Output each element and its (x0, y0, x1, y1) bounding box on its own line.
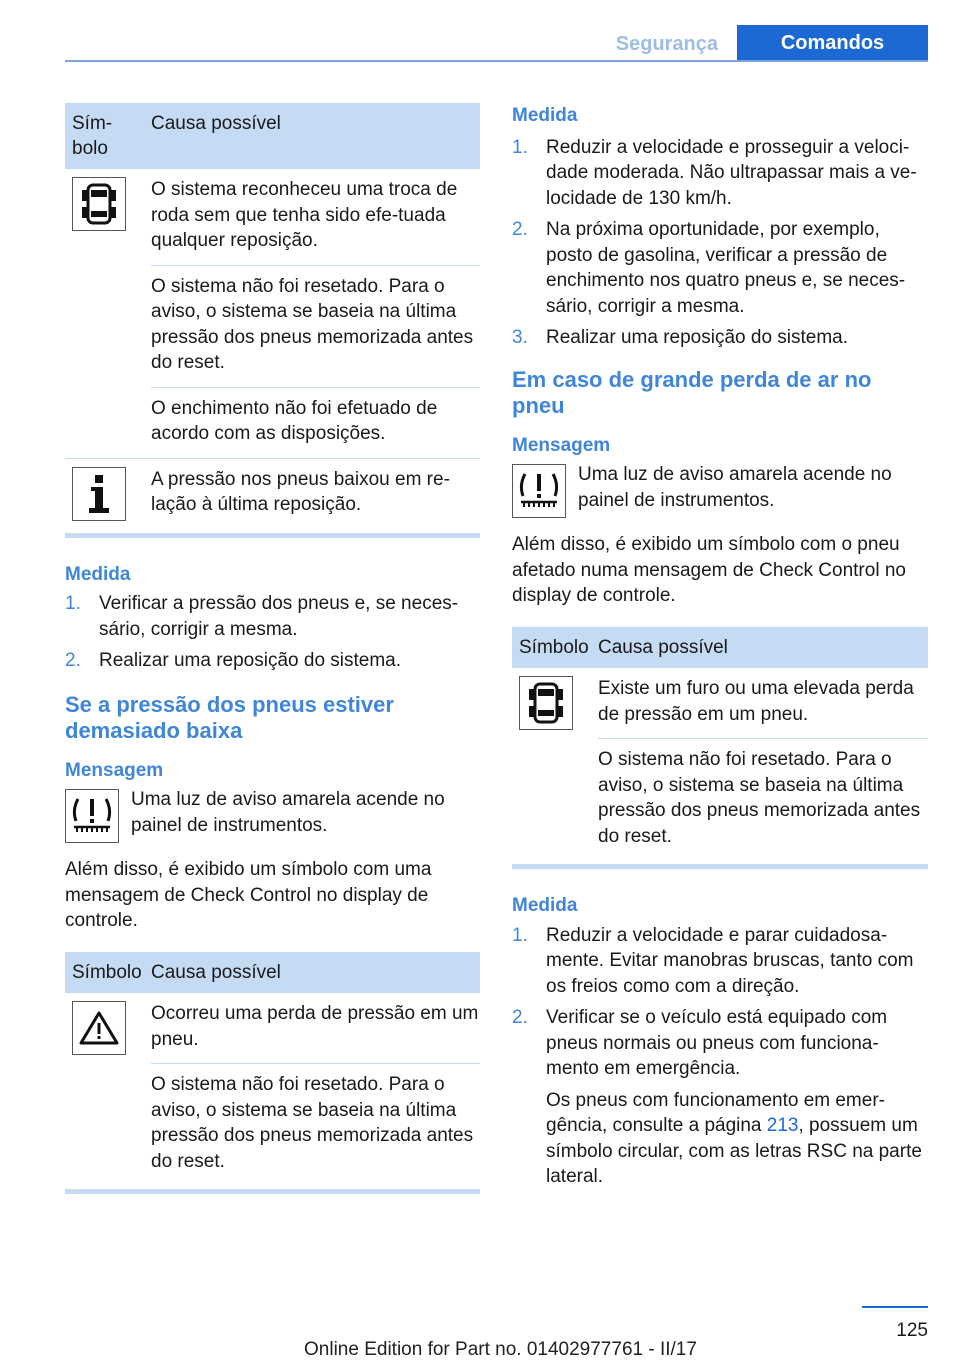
col-symbol-header: Símbolo (519, 636, 589, 658)
warning-triangle-icon (72, 1001, 126, 1055)
info-icon (72, 467, 126, 521)
step-text: Realizar uma reposição do sistema. (99, 650, 402, 671)
symbol-cell (65, 993, 151, 1185)
list-item (65, 591, 480, 642)
paragraph: Além disso, é exibido um símbolo com o pneu afetado numa mensagem de Check Control no display de controle. (512, 534, 906, 606)
list-item (512, 1005, 928, 1190)
col-cause-header: Causa possível (151, 961, 281, 983)
table-end-rule (65, 1189, 480, 1194)
header-rule (65, 60, 928, 62)
col-cause-header: Causa possível (598, 636, 728, 658)
section-heading: Se a pressão dos pneus estiver demasiado baixa (65, 691, 394, 743)
step-number: 2. (512, 1007, 528, 1028)
cause-cell (151, 169, 480, 458)
measure-steps (512, 135, 928, 351)
step-text: Realizar uma reposição do sistema. (546, 327, 849, 348)
table-row (512, 668, 928, 860)
section-heading: Em caso de grande perda de ar no pneu (512, 366, 872, 418)
tire-pressure-warning-icon (65, 789, 119, 843)
step-number: 1. (512, 924, 528, 946)
list-item (65, 648, 480, 674)
symbol-table-1 (65, 103, 480, 538)
table-row (65, 993, 480, 1185)
tire-pressure-warning-icon (512, 464, 566, 518)
measure-heading: Medida (65, 563, 131, 585)
left-column (65, 103, 480, 1194)
measure-heading: Medida (512, 895, 578, 916)
list-item (512, 217, 928, 319)
step-text-block (546, 1005, 928, 1190)
cause-text: O sistema reconheceu uma troca de roda sem que tenha sido efe-tuada qualquer reposição. (151, 169, 480, 266)
step-text: Na próxima oportunidade, por exemplo, posto de gasolina, verificar a pressão de enchimento nos quatro pneus e, se neces-sário, corrigir a mesma. (546, 219, 906, 317)
message-text: Uma luz de aviso amarela acende no painel de instrumentos. (578, 464, 892, 511)
step-number: 3. (512, 327, 528, 348)
edition-note: Online Edition for Part no. 01402977761 - II/17 (304, 1339, 697, 1360)
measure-steps (512, 923, 928, 1190)
cause-text: O enchimento não foi efetuado de acordo com as disposições. (151, 397, 438, 444)
symbol-cell (512, 668, 598, 860)
cause-cell (598, 668, 928, 860)
symbol-table-2 (65, 952, 480, 1195)
message-row (65, 787, 480, 843)
message-heading: Mensagem (65, 759, 164, 781)
step-number: 2. (512, 219, 528, 240)
step-text: Reduzir a velocidade e parar cuidadosa-mente. Evitar manobras bruscas, tanto com os freios como com a direção. (546, 924, 914, 997)
message-text: Uma luz de aviso amarela acende no painel de instrumentos. (131, 789, 445, 836)
cause-text: O sistema não foi resetado. Para o aviso, o sistema se baseia na última pressão dos pneus memorizada antes do reset. (598, 749, 921, 847)
symbol-cell (65, 459, 151, 529)
header-section-label: Segurança (615, 33, 718, 55)
cause-text: A pressão nos pneus baixou em re-lação à última reposição. (151, 468, 450, 515)
car-tire-icon (519, 676, 573, 730)
cause-text: O sistema não foi resetado. Para o aviso, o sistema se baseia na última pressão dos pneus memorizada antes do reset. (151, 266, 480, 388)
table-header (65, 103, 480, 169)
table-header (65, 952, 480, 994)
page-reference-link[interactable]: 213 (766, 1115, 799, 1136)
step-note-text: Os pneus com funcionamento em emer-gência, consulte a página (546, 1089, 885, 1136)
cause-text: Existe um furo ou uma elevada perda de pressão em um pneu. (598, 668, 928, 739)
measure-steps (65, 591, 480, 674)
list-item (512, 923, 928, 1000)
symbol-table-3 (512, 627, 928, 870)
table-row (65, 459, 480, 529)
table-header (512, 627, 928, 669)
paragraph: Além disso, é exibido um símbolo com uma mensagem de Check Control no display de controle. (65, 859, 432, 931)
table-row (65, 169, 480, 459)
step-number: 2. (65, 650, 81, 671)
footer-rule (862, 1306, 928, 1308)
car-tire-icon (72, 177, 126, 231)
list-item (512, 325, 928, 351)
step-note (546, 1088, 928, 1190)
measure-heading: Medida (512, 105, 578, 126)
col-symbol-header: Sím- bolo (72, 113, 113, 159)
message-heading: Mensagem (512, 434, 611, 456)
cause-cell (151, 993, 480, 1185)
cause-text: Ocorreu uma perda de pressão em um pneu. (151, 993, 480, 1064)
cause-cell (151, 459, 480, 529)
step-number: 1. (512, 136, 528, 158)
right-column (512, 103, 928, 1196)
step-number: 1. (65, 593, 81, 614)
col-symbol-header: Símbolo (72, 961, 142, 983)
step-text: Reduzir a velocidade e prosseguir a veloci-dade moderada. Não ultrapassar mais a ve-locidade de 130 km/h. (546, 136, 917, 209)
page-number: 125 (896, 1320, 928, 1341)
list-item (512, 135, 928, 212)
step-text: Verificar se o veículo está equipado com pneus normais ou pneus com funciona-mento em emergência. (546, 1007, 888, 1079)
cause-text: O sistema não foi resetado. Para o aviso, o sistema se baseia na última pressão dos pneus memorizada antes do reset. (151, 1074, 474, 1172)
header-chapter-tab: Comandos (737, 25, 928, 62)
step-text: Verificar a pressão dos pneus e, se neces-sário, corrigir a mesma. (99, 593, 459, 640)
symbol-cell (65, 169, 151, 458)
message-row (512, 462, 928, 518)
step-note-text: , possuem um símbolo circular, com as letras RSC na parte lateral. (546, 1115, 922, 1187)
col-cause-header: Causa possível (151, 113, 281, 134)
